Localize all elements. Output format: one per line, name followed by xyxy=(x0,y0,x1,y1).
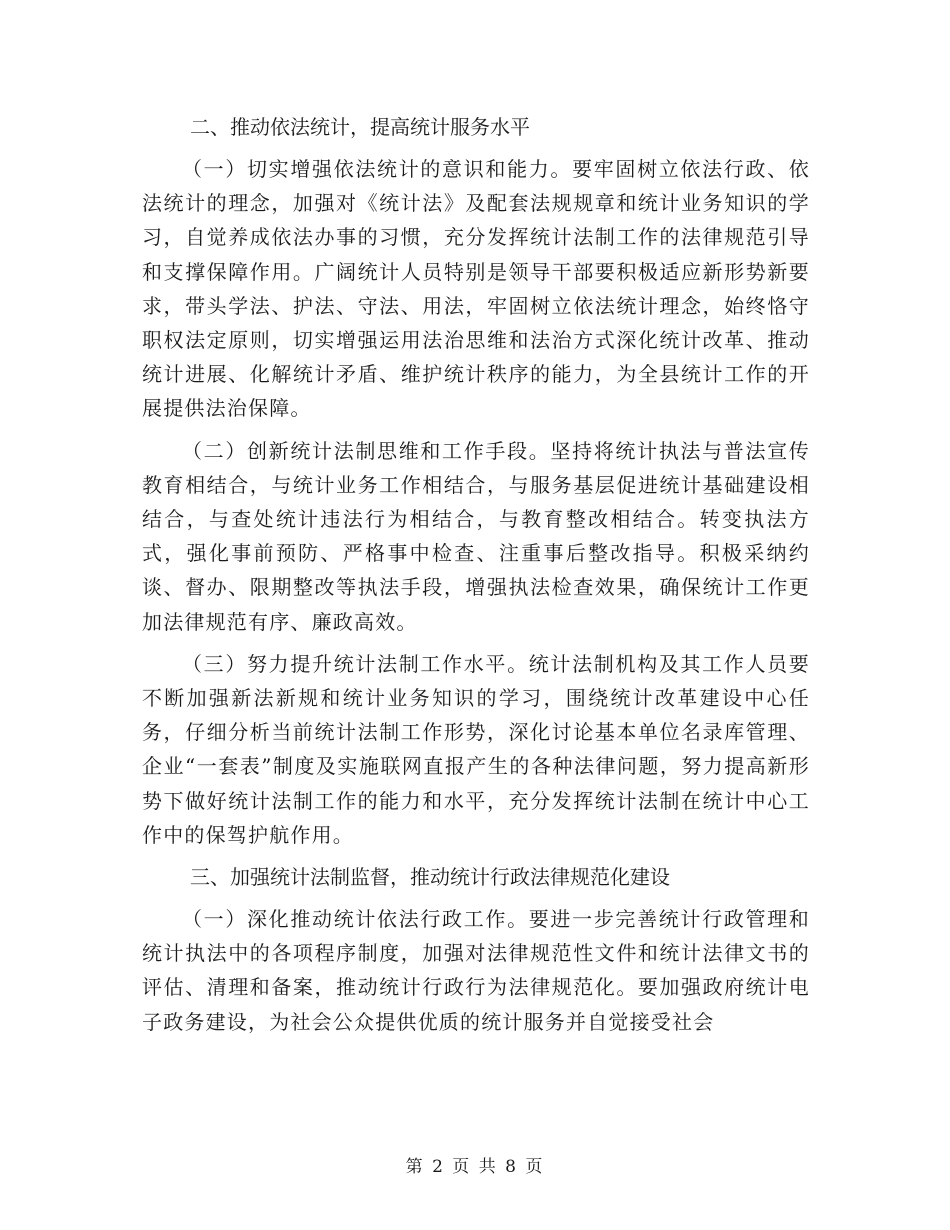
paragraph: （三）努力提升统计法制工作水平。统计法制机构及其工作人员要不断加强新法新规和统计业务知识的学习，围绕统计改革建设中心任务，仔细分析当前统计法制工作形势，深化讨论基本单位名录库管理、企业“一套表”制度及实施联网直报产生的各种法律问题，努力提高新形势下做好统计法制工作的能力和水平，充分发挥统计法制在统计中心工作中的保驾护航作用。 xyxy=(142,651,810,847)
paragraph: （二）创新统计法制思维和工作手段。坚持将统计执法与普法宣传教育相结合，与统计业务工作相结合，与服务基层促进统计基础建设相结合，与查处统计违法行为相结合，与教育整改相结合。转变执法方式，强化事前预防、严格事中检查、注重事后整改指导。积极采纳约谈、督办、限期整改等执法手段，增强执法检查效果，确保统计工作更加法律规范有序、廉政高效。 xyxy=(142,438,810,634)
document-body xyxy=(142,110,810,1047)
section-heading: 二、推动依法统计，提高统计服务水平 xyxy=(190,115,530,139)
paragraph: （一）切实增强依法统计的意识和能力。要牢固树立依法行政、依法统计的理念，加强对《统计法》及配套法规规章和统计业务知识的学习，自觉养成依法办事的习惯，充分发挥统计法制工作的法律规范引导和支撑保障作用。广阔统计人员特别是领导干部要积极适应新形势新要求，带头学法、护法、守法、用法，牢固树立依法统计理念，始终恪守职权法定原则，切实增强运用法治思维和法治方式深化统计改革、推动统计进展、化解统计矛盾、维护统计秩序的能力，为全县统计工作的开展提供法治保障。 xyxy=(142,157,810,421)
section-heading: 三、加强统计法制监督，推动统计行政法律规范化建设 xyxy=(190,865,670,890)
page-number-footer: 第 2 页 共 8 页 xyxy=(405,1157,545,1177)
paragraph: （一）深化推动统计依法行政工作。要进一步完善统计行政管理和统计执法中的各项程序制度，加强对法律规范性文件和统计法律文书的评估、清理和备案，推动统计行政行为法律规范化。要加强政府统计电子政务建设，为社会公众提供优质的统计服务并自觉接受社会 xyxy=(142,907,810,1034)
